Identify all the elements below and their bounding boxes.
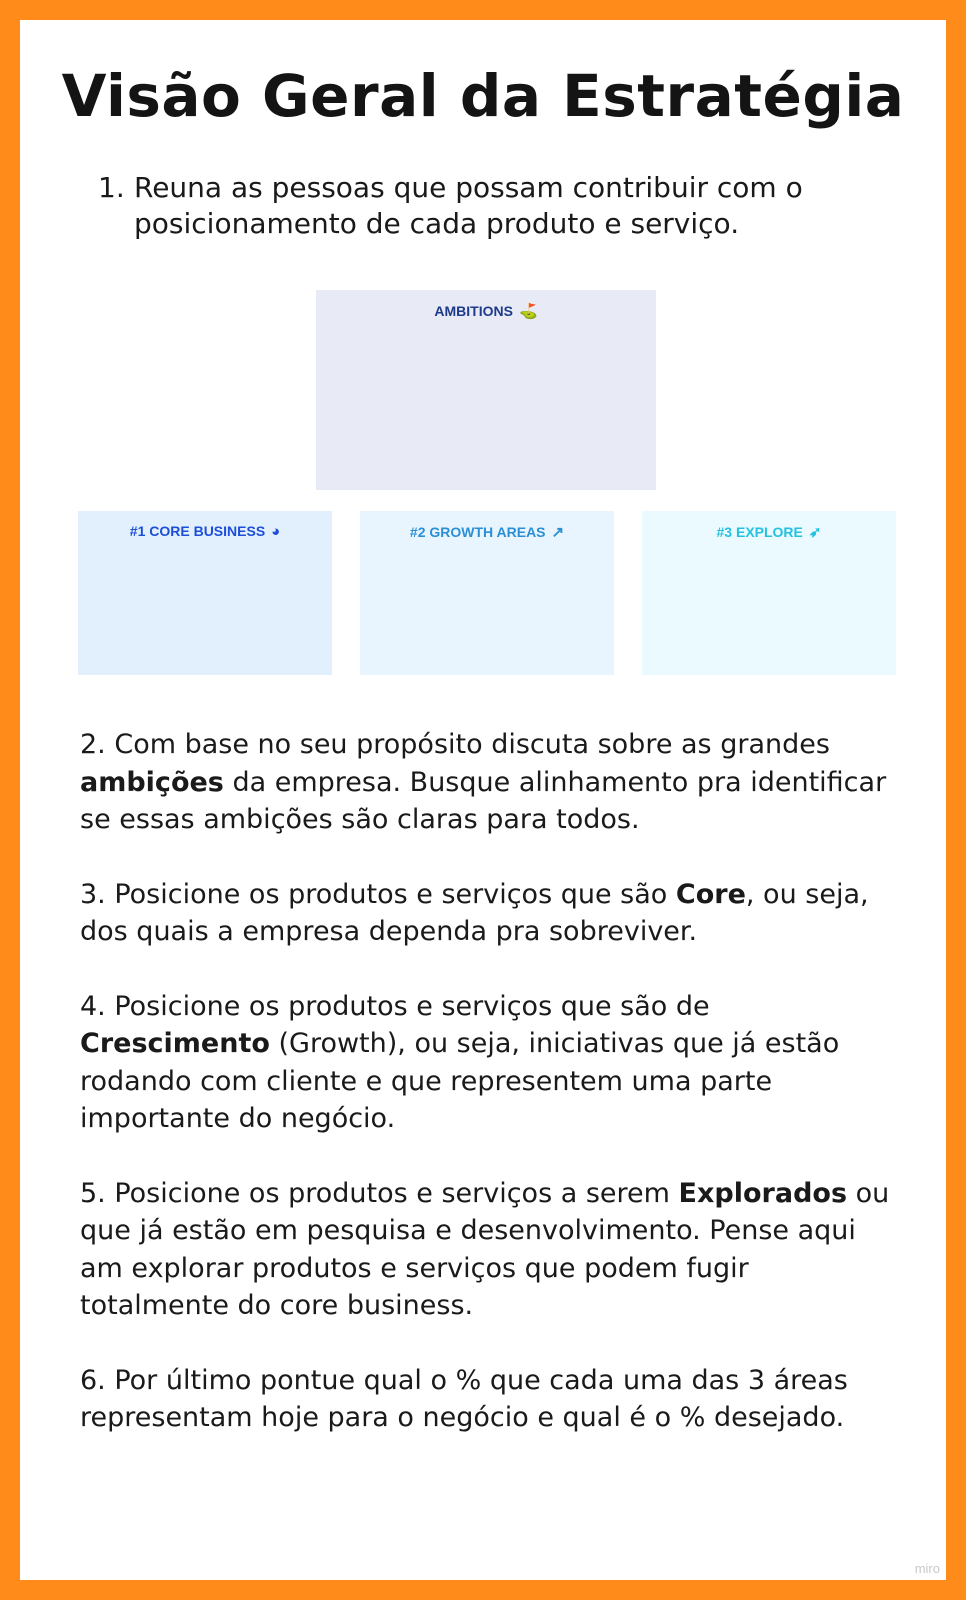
step-4: 4. Posicione os produtos e serviços que são de Crescimento (Growth), ou seja, iniciativas que já estão rodando com cliente e que representem uma parte importante do negócio.: [80, 990, 840, 1134]
step-1-number: 1.: [98, 171, 125, 204]
core-business-label: #1 CORE BUSINESS: [129, 523, 266, 539]
ambitions-label: AMBITIONS: [434, 303, 513, 319]
ambitions-box: [316, 290, 656, 490]
step-6: 6. Por último pontue qual o % que cada uma das 3 áreas representam hoje para o negócio e qual é o % desejado.: [80, 1364, 848, 1433]
step-1-text: Reuna as pessoas que possam contribuir com o posicionamento de cada produto e serviço.: [134, 171, 803, 240]
step-2: 2. Com base no seu propósito discuta sobre as grandes ambições da empresa. Busque alinhamento pra identificar se essas ambições são claras para todos.: [80, 729, 887, 835]
step-3-keyword: Core: [675, 878, 746, 910]
ambitions-header: [316, 302, 656, 320]
explore-label: #3 EXPLORE: [716, 524, 803, 540]
growth-areas-label: #2 GROWTH AREAS: [409, 524, 546, 540]
step-4-keyword: Crescimento: [80, 1028, 270, 1059]
step-5-keyword: Explorados: [678, 1177, 848, 1209]
step-3: 3. Posicione os produtos e serviços que são Core, ou seja, dos quais a empresa dependa pra sobreviver.: [80, 878, 869, 947]
miro-watermark: miro: [914, 1561, 940, 1576]
core-business-box: [78, 511, 332, 675]
flag-icon: ⛳: [518, 303, 538, 320]
page-title: Visão Geral da Estratégia: [61, 62, 905, 130]
growth-areas-header: [360, 523, 614, 541]
content-card: [20, 20, 946, 1580]
pie-chart-icon: ◕: [271, 523, 281, 540]
steps-list: [80, 726, 900, 1474]
core-business-header: [78, 523, 332, 540]
growth-areas-box: [360, 511, 614, 675]
step-2-keyword: ambições: [80, 766, 224, 798]
step-5: 5. Posicione os produtos e serviços a serem Explorados ou que já estão em pesquisa e desenvolvimento. Pense aqui am explorar produtos e serviços que podem fugir totalmente do core business.: [80, 1177, 890, 1321]
explore-box: [642, 511, 896, 675]
explore-header: [642, 523, 896, 541]
growth-chart-icon: ↗: [551, 524, 565, 541]
step-1: [98, 170, 898, 242]
rocket-icon: ➶: [808, 524, 822, 541]
